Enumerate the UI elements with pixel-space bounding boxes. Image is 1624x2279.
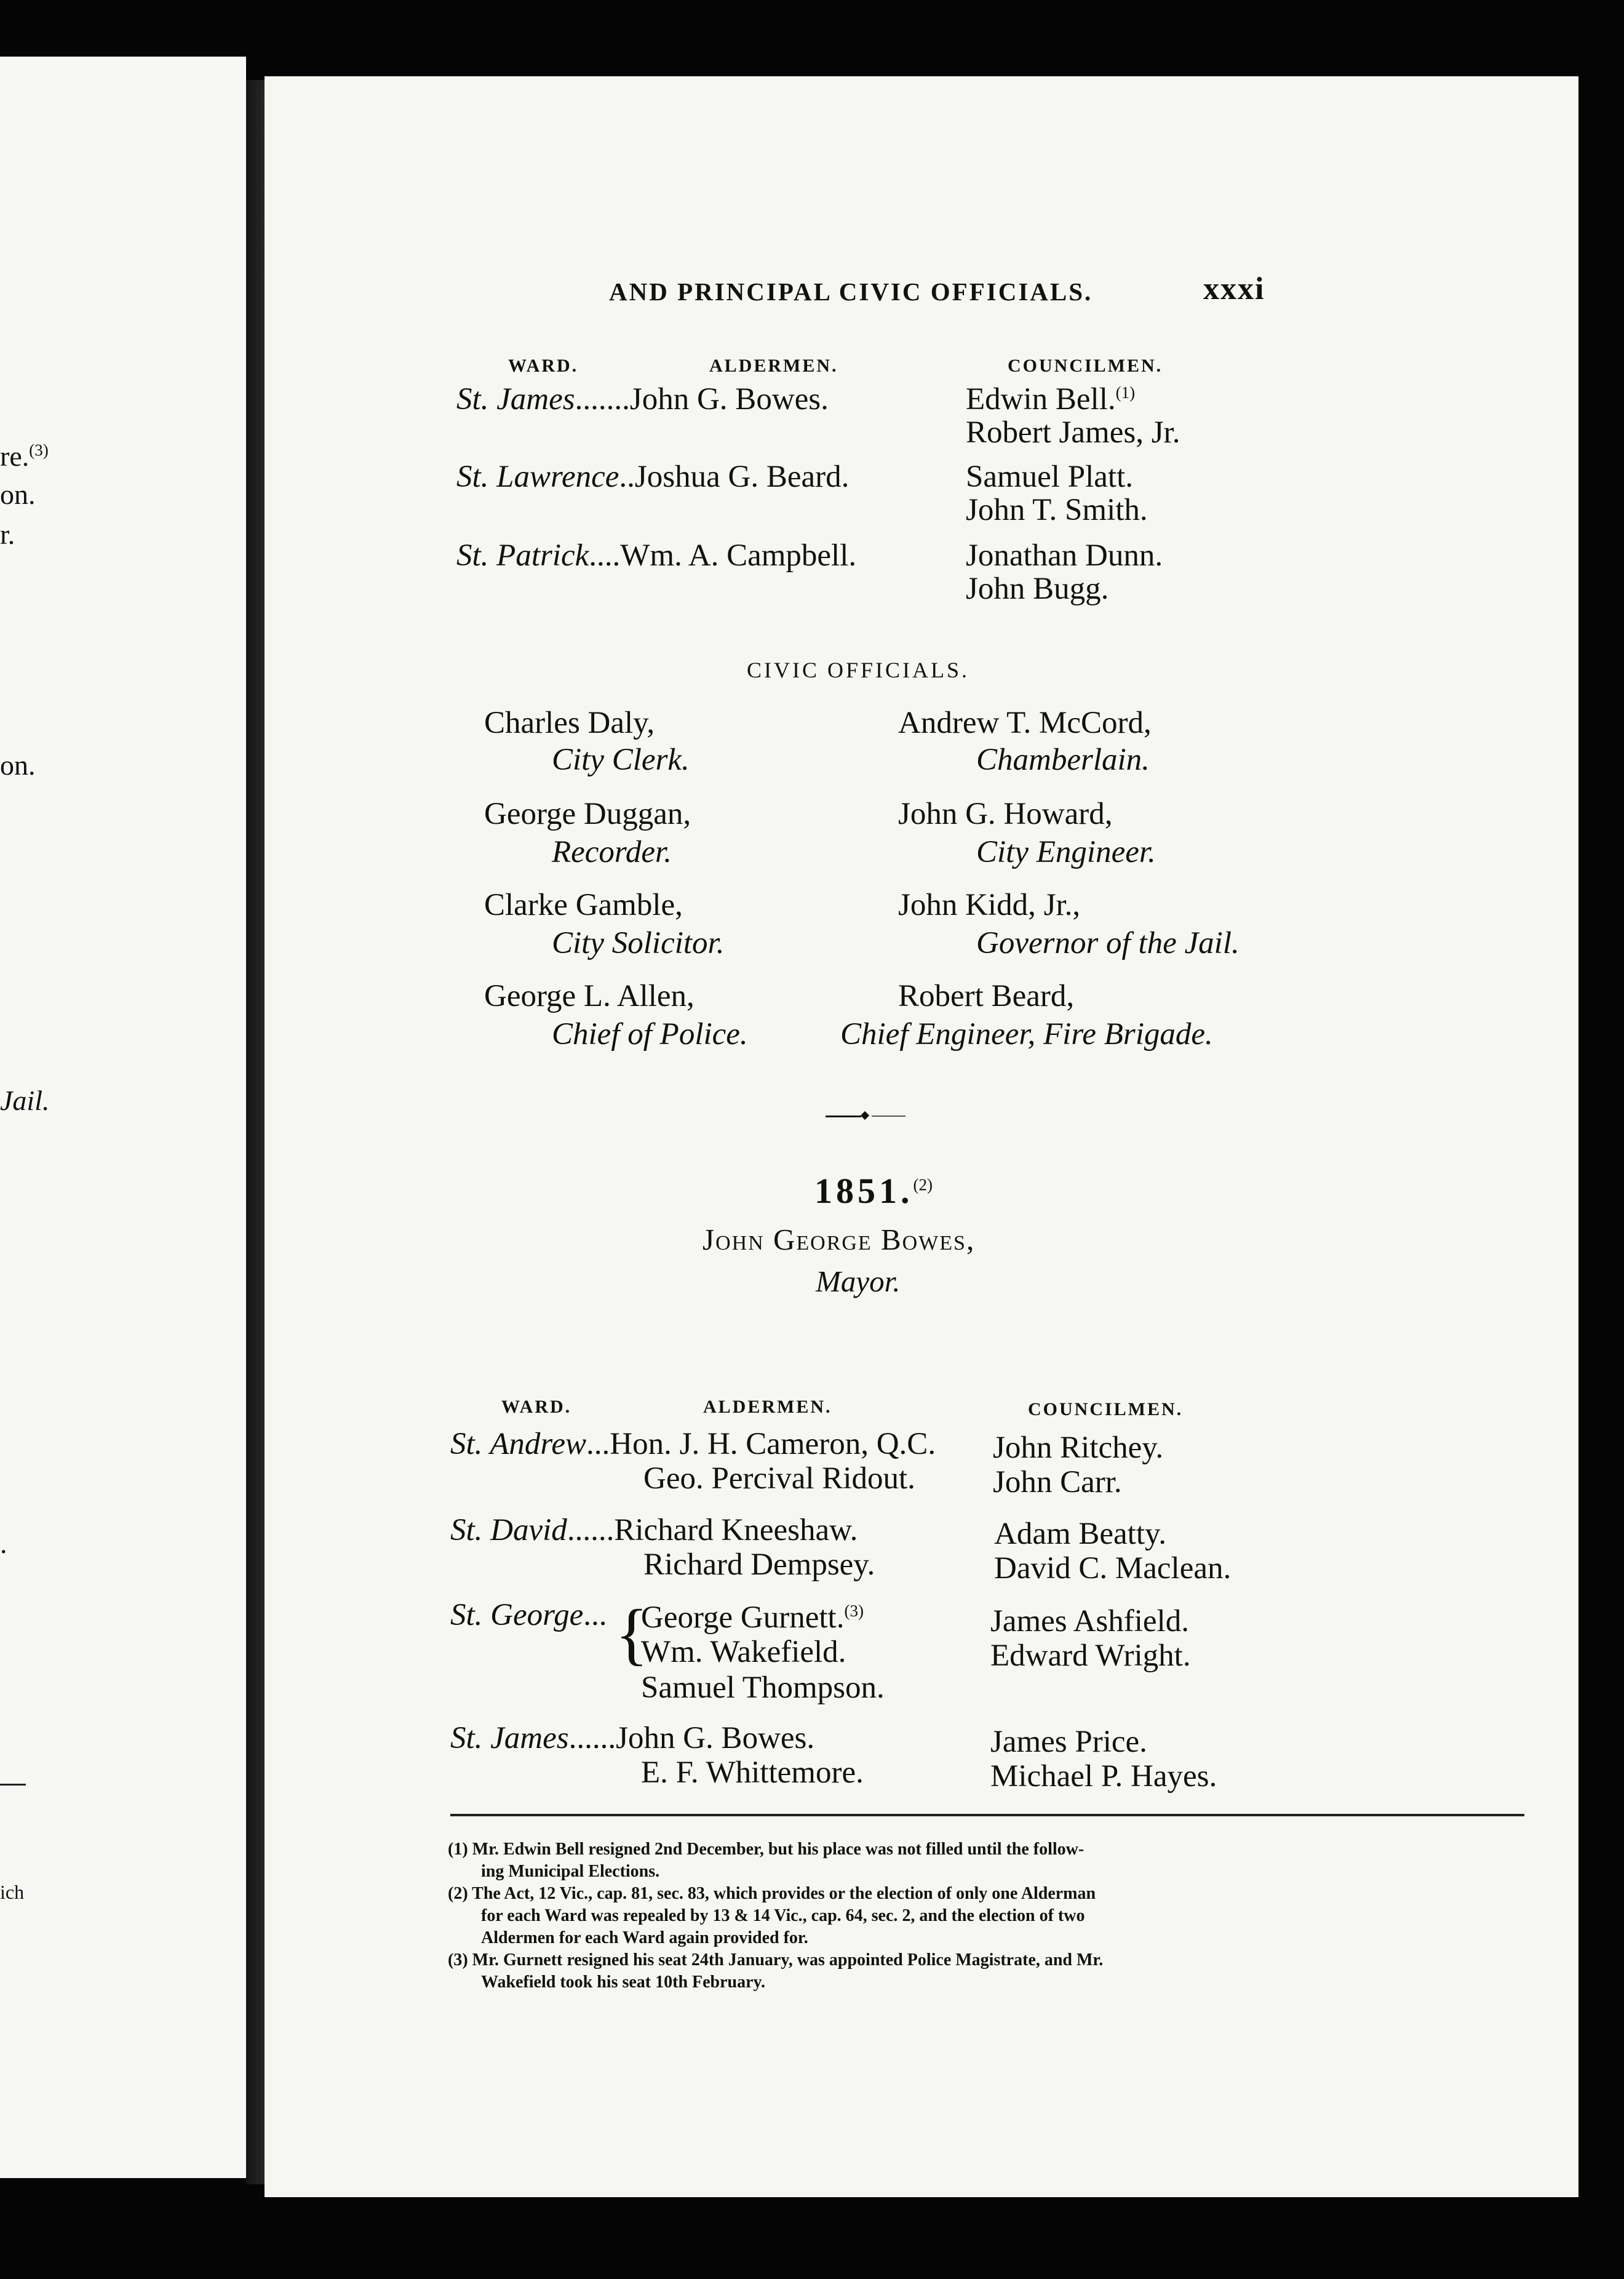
official-name: Robert Beard, <box>898 979 1075 1013</box>
ward-row-st-david: St. David......Richard Kneeshaw. <box>450 1513 858 1547</box>
column-header-aldermen: ALDERMEN. <box>703 1397 832 1417</box>
official-title: Recorder. <box>552 835 672 869</box>
left-page-fragment: ich <box>0 1881 25 1903</box>
councilman: Edward Wright. <box>990 1638 1191 1673</box>
councilman: James Price. <box>990 1725 1147 1759</box>
ward-row-st-james: St. James......John G. Bowes. <box>450 1721 815 1755</box>
official-title: City Solicitor. <box>552 926 725 960</box>
column-header-councilmen: COUNCILMEN. <box>1008 356 1163 376</box>
left-page-fragment: . <box>0 1528 7 1559</box>
councilman: Edwin Bell.$^{(1)}$ <box>966 382 1136 417</box>
page-number: xxxi <box>1203 271 1265 306</box>
left-page <box>0 57 246 2178</box>
councilman: Robert James, Jr. <box>966 415 1180 450</box>
official-name: Andrew T. McCord, <box>898 706 1152 740</box>
alderman: Samuel Thompson. <box>641 1670 885 1705</box>
alderman: E. F. Whittemore. <box>641 1755 864 1790</box>
left-page-rule <box>0 1784 26 1786</box>
mayor-title: Mayor. <box>816 1264 901 1298</box>
alderman: Richard Dempsey. <box>643 1547 875 1582</box>
councilman: Jonathan Dunn. <box>966 538 1163 573</box>
year-heading: 1851.$^{(2)}$ <box>814 1171 933 1211</box>
footnote-3: (3) Mr. Gurnett resigned his seat 24th January, was appointed Police Magistrate, and Mr. Wakefield took his seat 10th February. <box>448 1950 1104 1992</box>
ward-row-st-george: St. George... <box>450 1598 607 1632</box>
column-header-aldermen: ALDERMEN. <box>709 356 838 376</box>
official-name: John Kidd, Jr., <box>898 888 1081 922</box>
ward-row-st-james: St. James.......John G. Bowes. <box>456 382 829 417</box>
councilman: John Ritchey. <box>993 1431 1164 1465</box>
councilman: James Ashfield. <box>990 1604 1189 1638</box>
councilman: John T. Smith. <box>966 493 1148 527</box>
ward-row-st-lawrence: St. Lawrence..Joshua G. Beard. <box>456 460 850 494</box>
left-page-fragment: on. <box>0 749 36 781</box>
footnote-2: (2) The Act, 12 Vic., cap. 81, sec. 83, which provides or the election of only one Alderman for each Ward was repealed by 13 & 14 Vic., cap. 64, sec. 2, and the election of two Aldermen for each Ward again provided for. <box>448 1884 1096 1947</box>
column-header-councilmen: COUNCILMEN. <box>1028 1399 1184 1419</box>
official-title: Chamberlain. <box>976 743 1150 777</box>
official-name: John G. Howard, <box>898 797 1113 831</box>
official-title: City Engineer. <box>976 835 1156 869</box>
main-page <box>265 76 1578 2197</box>
councilman: John Bugg. <box>966 572 1109 606</box>
alderman: George Gurnett.$^{(3)}$ <box>641 1600 864 1635</box>
alderman: Geo. Percival Ridout. <box>643 1461 915 1496</box>
councilman: Samuel Platt. <box>966 460 1133 494</box>
official-title: Governor of the Jail. <box>976 926 1240 960</box>
left-page-fragment: on. <box>0 479 36 510</box>
ward-row-st-patrick: St. Patrick....Wm. A. Campbell. <box>456 538 857 573</box>
alderman: Wm. Wakefield. <box>641 1635 846 1669</box>
section-ornament <box>826 1112 906 1120</box>
left-page-fragment: re.$^{(3)}$ <box>0 441 49 472</box>
official-name: George L. Allen, <box>484 979 695 1013</box>
councilman: Adam Beatty. <box>994 1517 1166 1551</box>
civic-officials-heading: CIVIC OFFICIALS. <box>747 658 970 682</box>
official-name: George Duggan, <box>484 797 691 831</box>
running-header: AND PRINCIPAL CIVIC OFFICIALS. <box>609 277 1093 306</box>
official-name: Clarke Gamble, <box>484 888 683 922</box>
official-name: Charles Daly, <box>484 706 655 740</box>
official-title: Chief of Police. <box>552 1017 748 1052</box>
footnote-1: (1) Mr. Edwin Bell resigned 2nd December, but his place was not filled until the follow- ing Municipal Elections. <box>448 1840 1085 1881</box>
official-title: City Clerk. <box>552 743 690 777</box>
councilman: David C. Maclean. <box>994 1551 1232 1586</box>
column-header-ward: WARD. <box>508 356 579 376</box>
brace-icon: { <box>615 1596 648 1672</box>
mayor-name: John George Bowes, <box>703 1223 976 1256</box>
left-page-fragment: r. <box>0 519 15 550</box>
left-page-fragment: Jail. <box>0 1085 50 1116</box>
footnote-rule <box>450 1814 1524 1816</box>
councilman: Michael P. Hayes. <box>990 1759 1217 1794</box>
column-header-ward: WARD. <box>501 1397 572 1417</box>
official-title: Chief Engineer, Fire Brigade. <box>840 1017 1213 1052</box>
councilman: John Carr. <box>993 1465 1122 1499</box>
ward-row-st-andrew: St. Andrew...Hon. J. H. Cameron, Q.C. <box>450 1427 936 1461</box>
